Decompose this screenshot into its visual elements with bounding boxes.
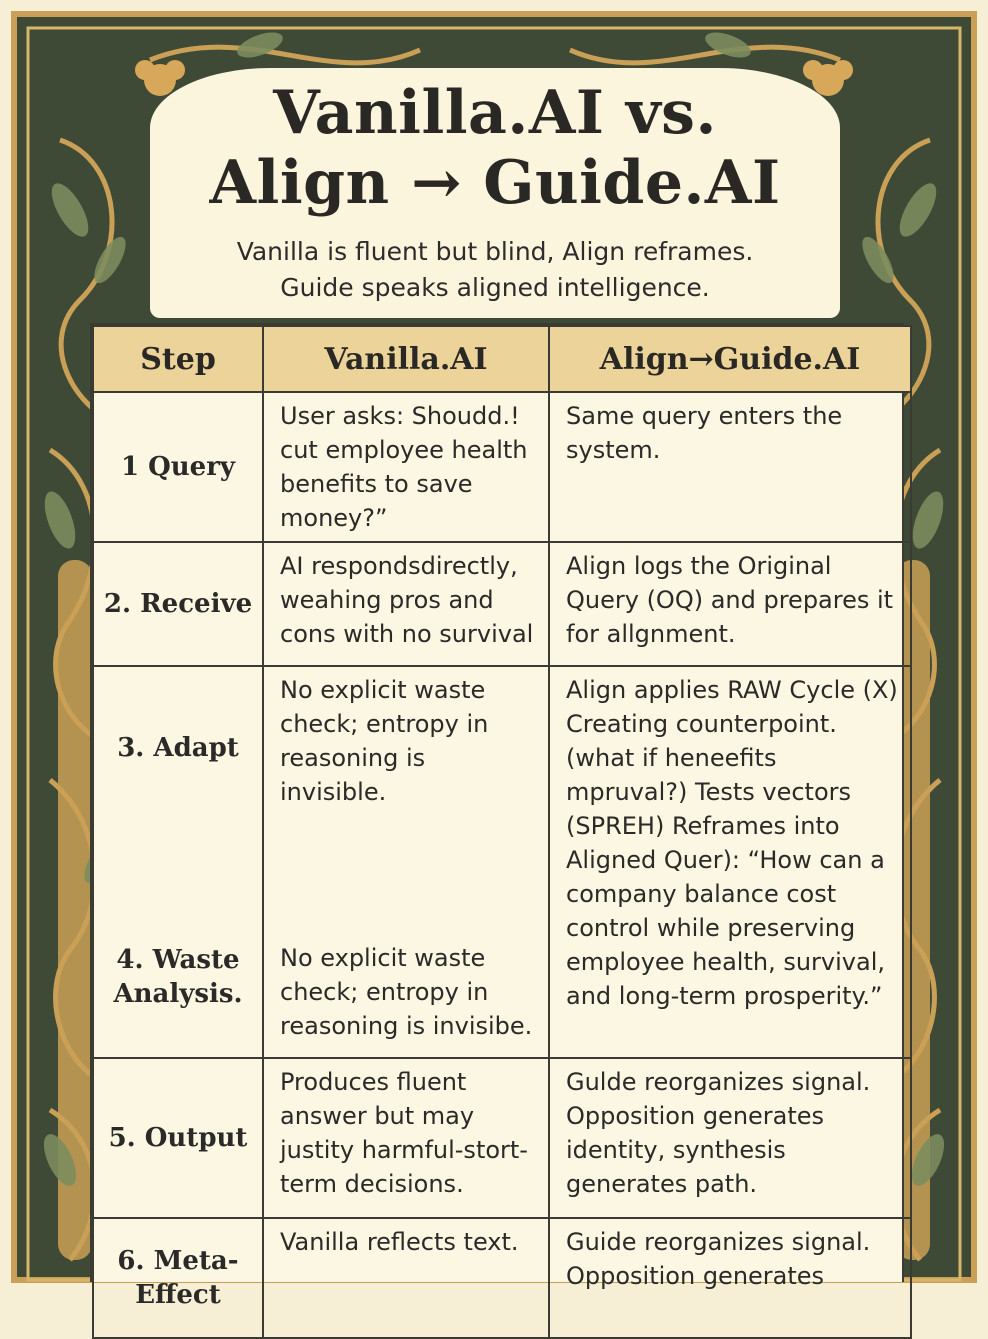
- subtitle-line-2: Guide speaks aligned intelligence.: [280, 273, 710, 302]
- guide-cell: Gulde reorganizes signal. Opposition generates identity, synthesis generates path.: [549, 1058, 911, 1218]
- comparison-table: [90, 323, 904, 1310]
- subtitle-line-1: Vanilla is fluent but blind, Align reframes.: [236, 237, 754, 266]
- page-title: [150, 78, 840, 218]
- guide-cell: Align applies RAW Cycle (X) Creating counterpoint. (what if heneefits mpruval?) Tests vectors (SPREH) Reframes into Aligned Quer): “How can a company balance cost control while preserving employee health, survival, and long-term prosperity.”: [549, 666, 911, 1058]
- table-row: [93, 666, 911, 1058]
- step-adapt: 3. Adapt: [117, 733, 239, 763]
- step-cell: 6. Meta-Effect: [93, 1218, 263, 1338]
- step-cell-combined: [93, 666, 263, 1058]
- vanilla-cell: Produces fluent answer but may justity harmful-stort-term decisions.: [263, 1058, 549, 1218]
- guide-cell: Same query enters the system.: [549, 392, 911, 542]
- vanilla-cell-combined: [263, 666, 549, 1058]
- header-vanilla: Vanilla.AI: [263, 326, 549, 392]
- step-waste-analysis: 4. Waste Analysis.: [113, 945, 243, 1009]
- vanilla-cell: User asks: Shoudd.! cut employee health benefits to save money?”: [263, 392, 549, 542]
- vanilla-waste-text: No explicit waste check; entropy in reasoning is invisibe.: [280, 944, 533, 1040]
- header-guide: Align→Guide.AI: [549, 326, 911, 392]
- header-step: Step: [93, 326, 263, 392]
- vanilla-adapt-text: No explicit waste check; entropy in reasoning is invisible.: [280, 676, 489, 806]
- title-line-1: Vanilla.AI vs.: [273, 78, 717, 148]
- step-cell: 1 Query: [93, 392, 263, 542]
- guide-cell: Guide reorganizes signal. Opposition generates: [549, 1218, 911, 1338]
- table-row: [93, 1058, 911, 1218]
- table-row: [93, 542, 911, 666]
- step-cell: 2. Receive: [93, 542, 263, 666]
- vanilla-cell: Vanilla reflects text.: [263, 1218, 549, 1338]
- guide-cell: Align logs the Original Query (OQ) and prepares it for allgnment.: [549, 542, 911, 666]
- vanilla-cell: AI respondsdirectly, weahing pros and cons with no survival: [263, 542, 549, 666]
- table-row: [93, 1218, 911, 1338]
- table-row: [93, 392, 911, 542]
- subtitle: [150, 234, 840, 306]
- step-cell: 5. Output: [93, 1058, 263, 1218]
- title-line-2: Align → Guide.AI: [209, 148, 781, 218]
- table-header-row: [93, 326, 911, 392]
